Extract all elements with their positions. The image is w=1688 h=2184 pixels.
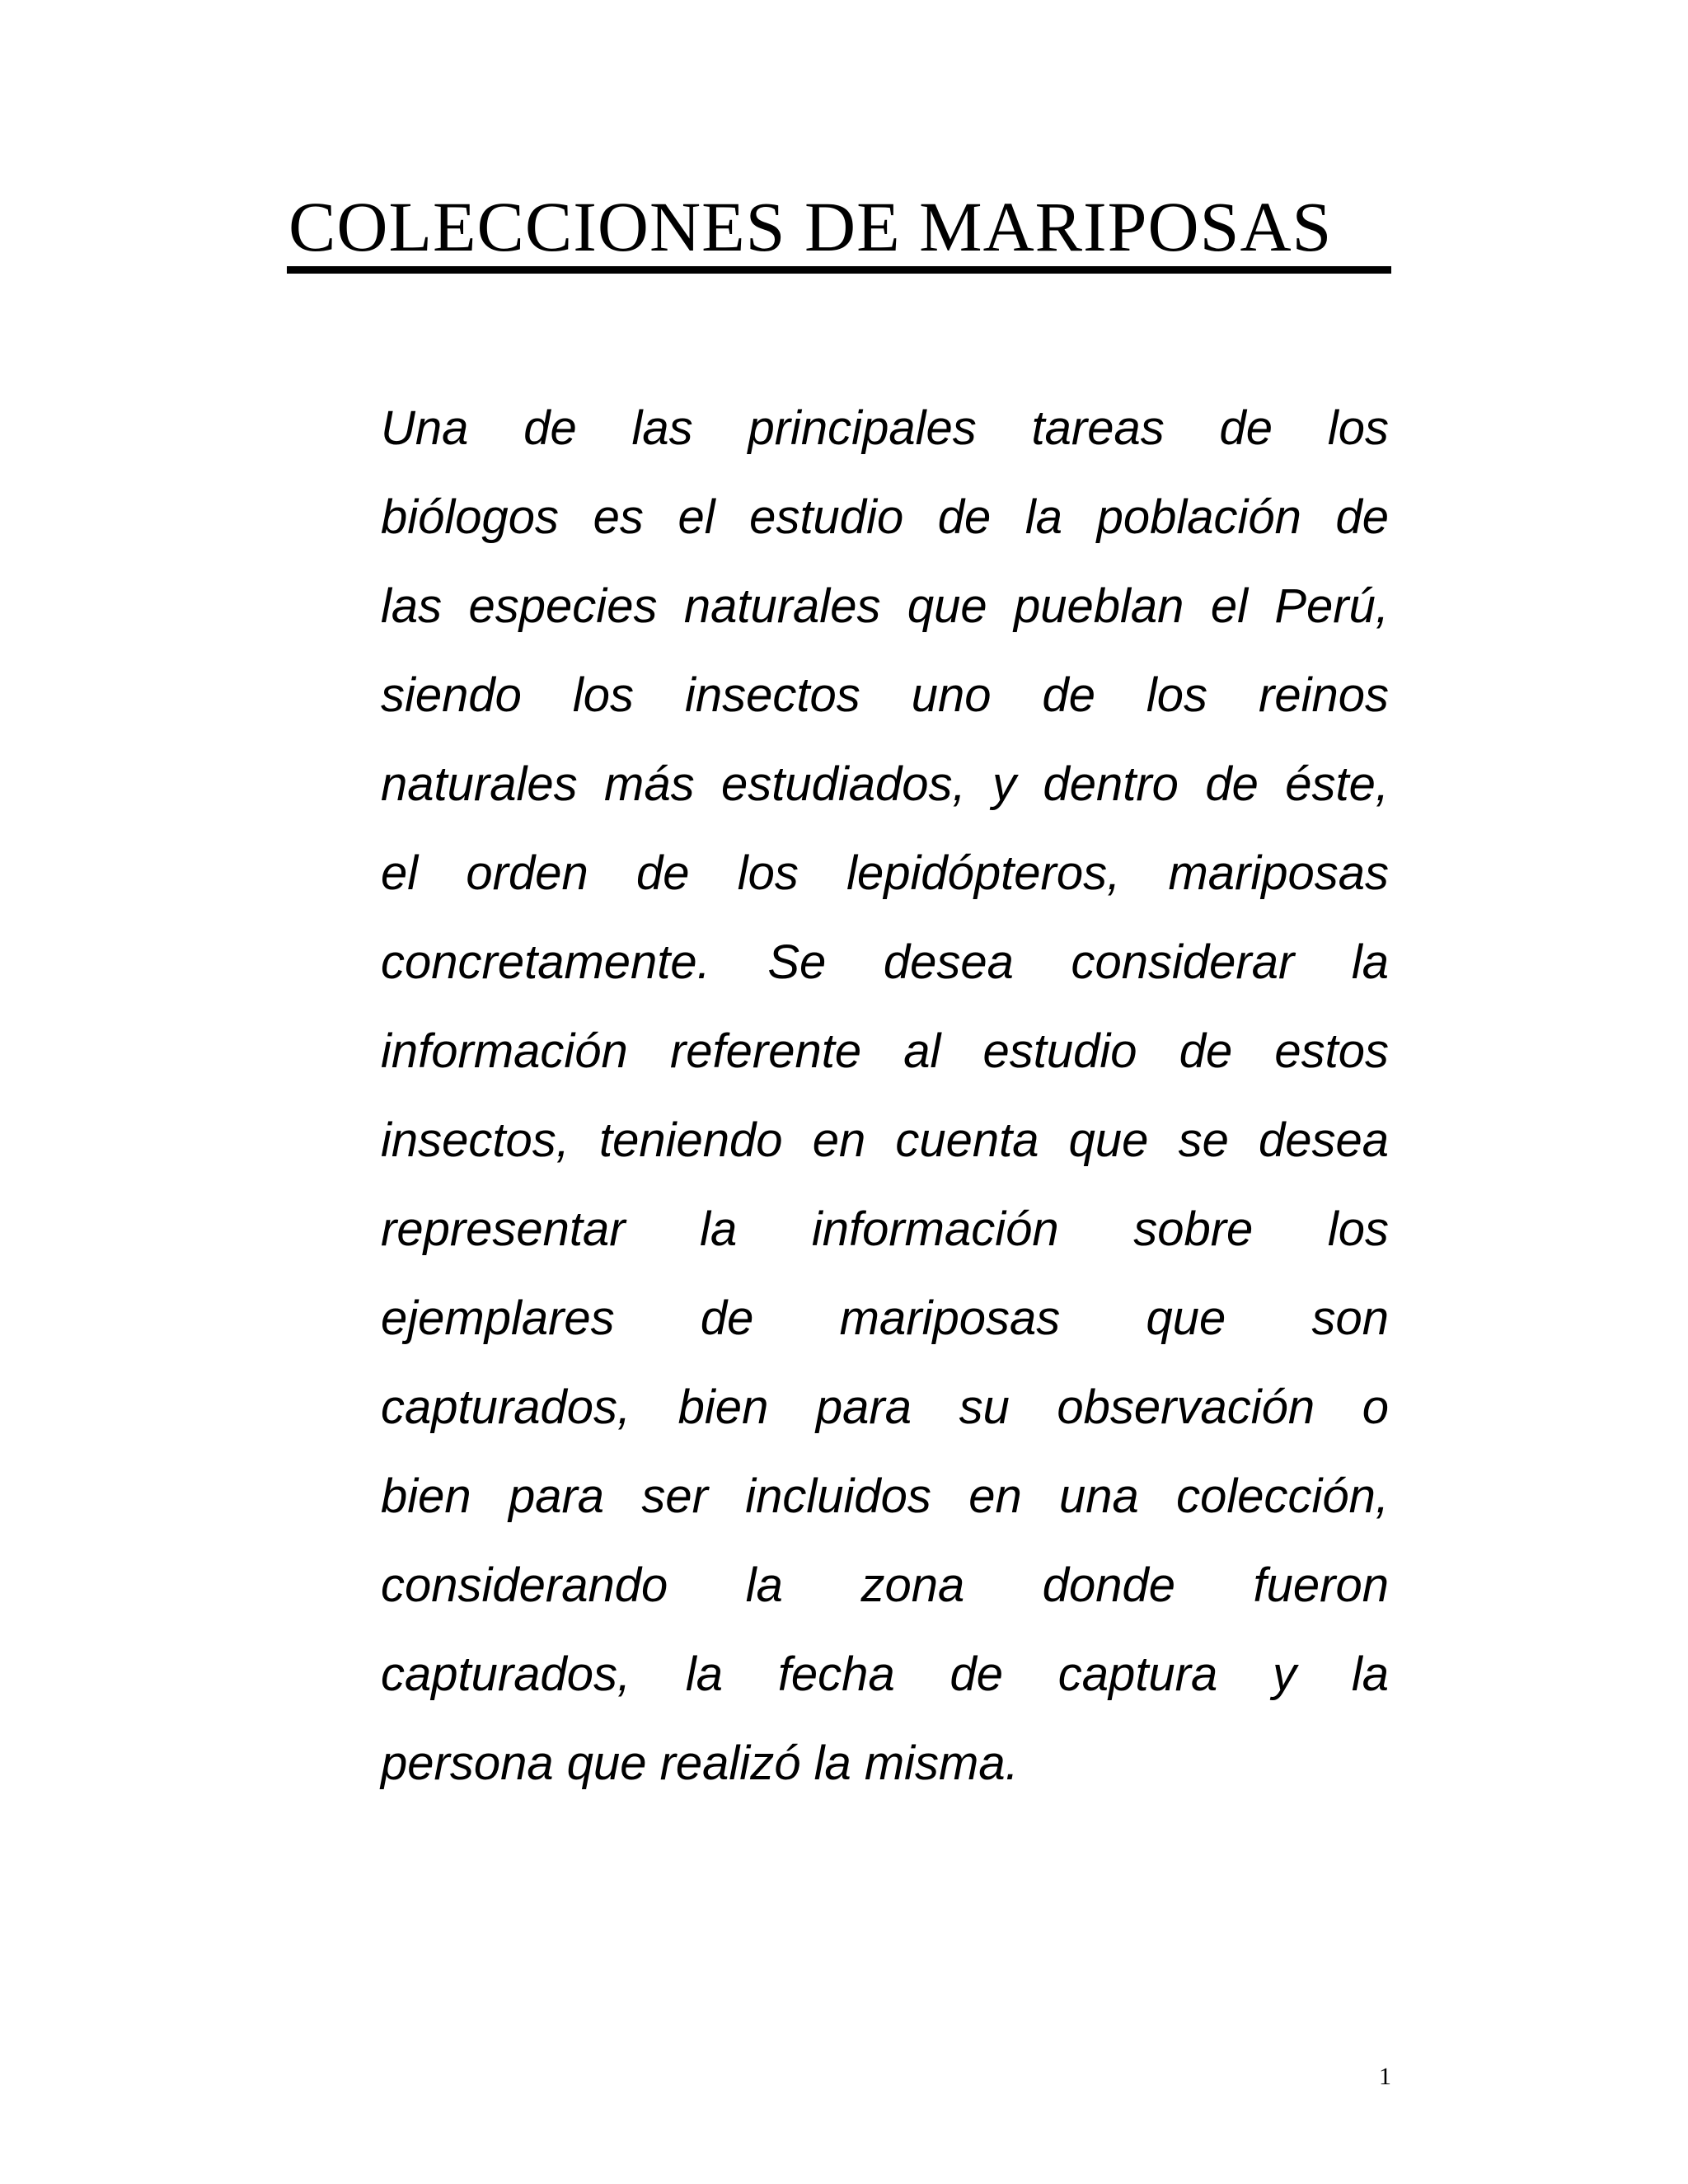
paragraph-line: capturados, bien para su observación o <box>381 1380 1389 1434</box>
paragraph-line: capturados, la fecha de captura y la <box>381 1647 1389 1701</box>
paragraph-line: persona que realizó la misma. <box>381 1736 1019 1790</box>
page-title: COLECCIONES DE MARIPOSAS <box>288 187 1333 266</box>
paragraph-line: siendo los insectos uno de los reinos <box>381 668 1389 722</box>
paragraph-line: ejemplares de mariposas que son <box>381 1291 1389 1345</box>
paragraph-line: las especies naturales que pueblan el Perú, <box>381 579 1389 633</box>
paragraph-line: concretamente. Se desea considerar la <box>381 935 1389 989</box>
paragraph-line: representar la información sobre los <box>381 1202 1389 1256</box>
paragraph-line: considerando la zona donde fueron <box>381 1558 1389 1612</box>
paragraph-line: información referente al estudio de estos <box>381 1024 1389 1078</box>
paragraph-line: naturales más estudiados, y dentro de éste, <box>381 757 1389 811</box>
paragraph-line: insectos, teniendo en cuenta que se desea <box>381 1113 1389 1167</box>
body-paragraph <box>381 384 1389 1808</box>
page-number: 1 <box>1379 2063 1391 2090</box>
paragraph-line: el orden de los lepidópteros, mariposas <box>381 846 1389 900</box>
paragraph-line: Una de las principales tareas de los <box>381 401 1389 455</box>
paragraph-line: bien para ser incluidos en una colección, <box>381 1469 1389 1523</box>
paragraph-line: biólogos es el estudio de la población de <box>381 490 1389 544</box>
title-underline <box>287 266 1391 274</box>
